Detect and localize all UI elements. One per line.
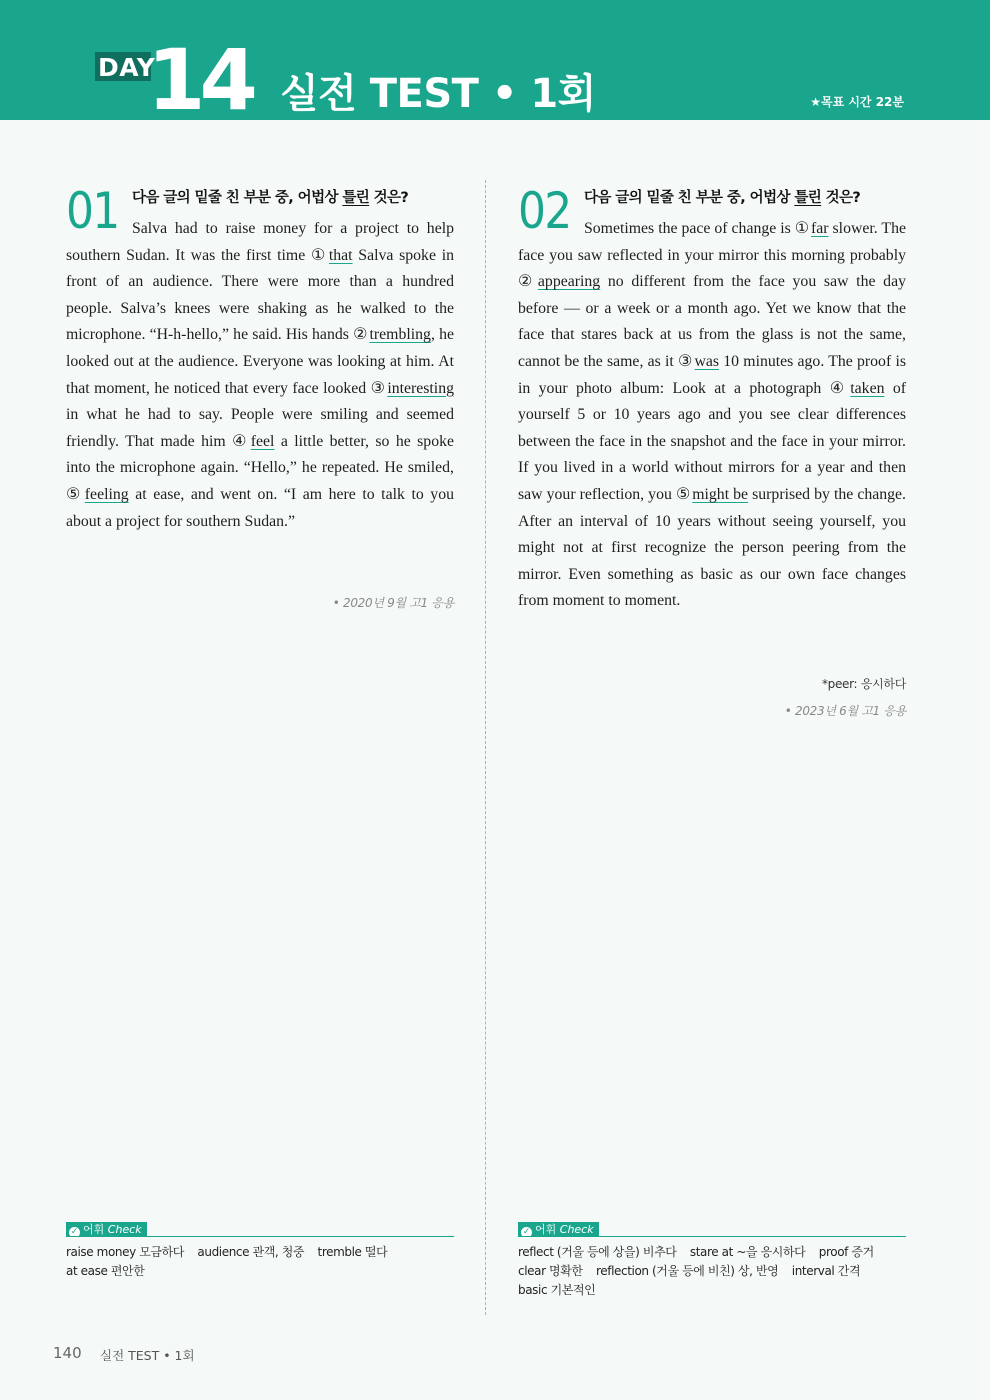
- option-marker: ②: [518, 273, 536, 291]
- passage: [66, 216, 454, 535]
- vocab-item: reflection (거울 등에 비친) 상, 반영: [596, 1264, 779, 1278]
- passage: [518, 216, 906, 615]
- question-prompt: [584, 186, 860, 207]
- passage-text: in what he had to say. People were smiling and seemed friendly. That made him: [66, 406, 454, 450]
- option-marker: ①: [310, 246, 327, 264]
- vocab-check-badge: [518, 1222, 599, 1237]
- prompt-text: 다음 글의 밑줄 친 부분 중, 어법상: [584, 190, 795, 206]
- badge-label: 어휘: [83, 1223, 105, 1236]
- vocab-rule: [66, 1236, 454, 1237]
- footnote: *peer: 응시하다: [821, 677, 906, 691]
- passage-text: surprised by the change. After an interval of 10 years without seeing yourself, you might not at first recognize the person peering from the mirror. Even something as basic as our own face changes from moment to moment.: [518, 485, 906, 610]
- check-icon: ✓: [522, 1227, 531, 1237]
- option-marker: ⑤: [66, 485, 83, 503]
- vocab-list: [66, 1243, 454, 1281]
- day-number: 14: [147, 31, 252, 129]
- underlined-option: feel: [250, 432, 275, 450]
- vocab-item: stare at ~을 응시하다: [689, 1245, 806, 1259]
- underlined-option: might be: [692, 485, 749, 503]
- underlined-option: taken: [850, 379, 885, 397]
- passage-text: Sometimes the pace of change is: [584, 220, 795, 237]
- underlined-option: was: [694, 352, 720, 370]
- badge-check: Check: [559, 1223, 594, 1236]
- footer-title: 실전 TEST • 1회: [100, 1348, 195, 1363]
- underlined-option: interesting: [387, 379, 454, 397]
- option-marker: ②: [353, 326, 368, 344]
- column-divider: [485, 180, 486, 1315]
- vocab-item: at ease 편안한: [66, 1264, 145, 1278]
- vocab-item: clear 명확한: [518, 1264, 583, 1278]
- prompt-text-end: 것은?: [821, 190, 861, 206]
- day-label: DAY: [98, 53, 156, 82]
- option-marker: ①: [794, 220, 809, 237]
- page-title: 실전 TEST • 1회: [280, 71, 596, 117]
- vocab-item: interval 간격: [791, 1264, 861, 1278]
- underlined-option: appearing: [537, 273, 601, 291]
- vocab-item: basic 기본적인: [518, 1283, 596, 1297]
- passage-text: Salva had to raise money for a project to help southern Sudan. It was the first time: [66, 220, 454, 264]
- vocab-item: proof 증거: [818, 1245, 874, 1259]
- option-marker: ⑤: [675, 485, 691, 503]
- question-number: 01: [66, 182, 119, 240]
- vocab-list: [518, 1243, 906, 1300]
- underlined-option: far: [811, 220, 829, 237]
- vocab-check-badge: [66, 1222, 147, 1237]
- passage-text: Salva spoke in front of an audience. There were more than a hundred people. Salva’s knees were shaking as he walked to the microphone. “H-h-hello,” he said. His hands: [66, 246, 454, 344]
- prompt-text-end: 것은?: [369, 190, 409, 206]
- prompt-text: 다음 글의 밑줄 친 부분 중, 어법상: [132, 190, 343, 206]
- page-header: [0, 0, 990, 129]
- page-number: 140: [53, 1344, 82, 1362]
- question-prompt: [132, 186, 408, 207]
- vocab-rule: [518, 1236, 906, 1237]
- option-marker: ④: [232, 432, 249, 450]
- passage-text: , he looked out at the audience. Everyone was looking at him. At that moment, he noticed that every face looked: [66, 326, 454, 397]
- prompt-emphasis: 틀린: [342, 190, 370, 206]
- option-marker: ③: [370, 379, 386, 397]
- passage-text: a little better, so he spoke into the microphone again. “Hello,” he repeated. He smiled,: [66, 432, 455, 477]
- underlined-option: trembling: [369, 326, 431, 344]
- check-icon: ✓: [70, 1227, 79, 1237]
- badge-label: 어휘: [535, 1223, 557, 1236]
- source-citation: • 2020년 9월 고1 응용: [332, 596, 454, 610]
- vocab-item: tremble 떨다: [317, 1245, 388, 1259]
- passage-text: slower. The face you saw reflected in your mirror this morning probably: [518, 220, 906, 264]
- vocab-item: audience 관객, 청중: [197, 1245, 305, 1259]
- target-time: ★목표 시간 22분: [810, 95, 904, 109]
- badge-check: Check: [107, 1223, 142, 1236]
- passage-text: 10 minutes ago. The proof is in your photo album: Look at a photograph: [518, 352, 906, 397]
- passage-text: of yourself 5 or 10 years ago and you see clear differences between the face in the snapshot and the face in your mirror. If you lived in a world without mirrors for a year and then saw your reflection, you: [518, 379, 907, 503]
- passage-text: no different from the face you saw the day before — or a week or a month ago. Yet we know that the face that stares back at us from the glass is not the same, cannot be the same, as it: [518, 273, 906, 370]
- question-number: 02: [518, 182, 571, 240]
- passage-text: at ease, and went on. “I am here to talk to you about a project for southern Sudan.”: [66, 485, 454, 530]
- option-marker: ③: [678, 352, 693, 370]
- prompt-emphasis: 틀린: [794, 190, 822, 206]
- option-marker: ④: [829, 379, 849, 397]
- underlined-option: feeling: [84, 485, 129, 503]
- source-citation: • 2023년 6월 고1 응용: [784, 704, 906, 718]
- vocab-item: raise money 모금하다: [66, 1245, 184, 1259]
- underlined-option: that: [328, 246, 353, 264]
- vocab-item: reflect (거울 등에 상을) 비추다: [518, 1245, 677, 1259]
